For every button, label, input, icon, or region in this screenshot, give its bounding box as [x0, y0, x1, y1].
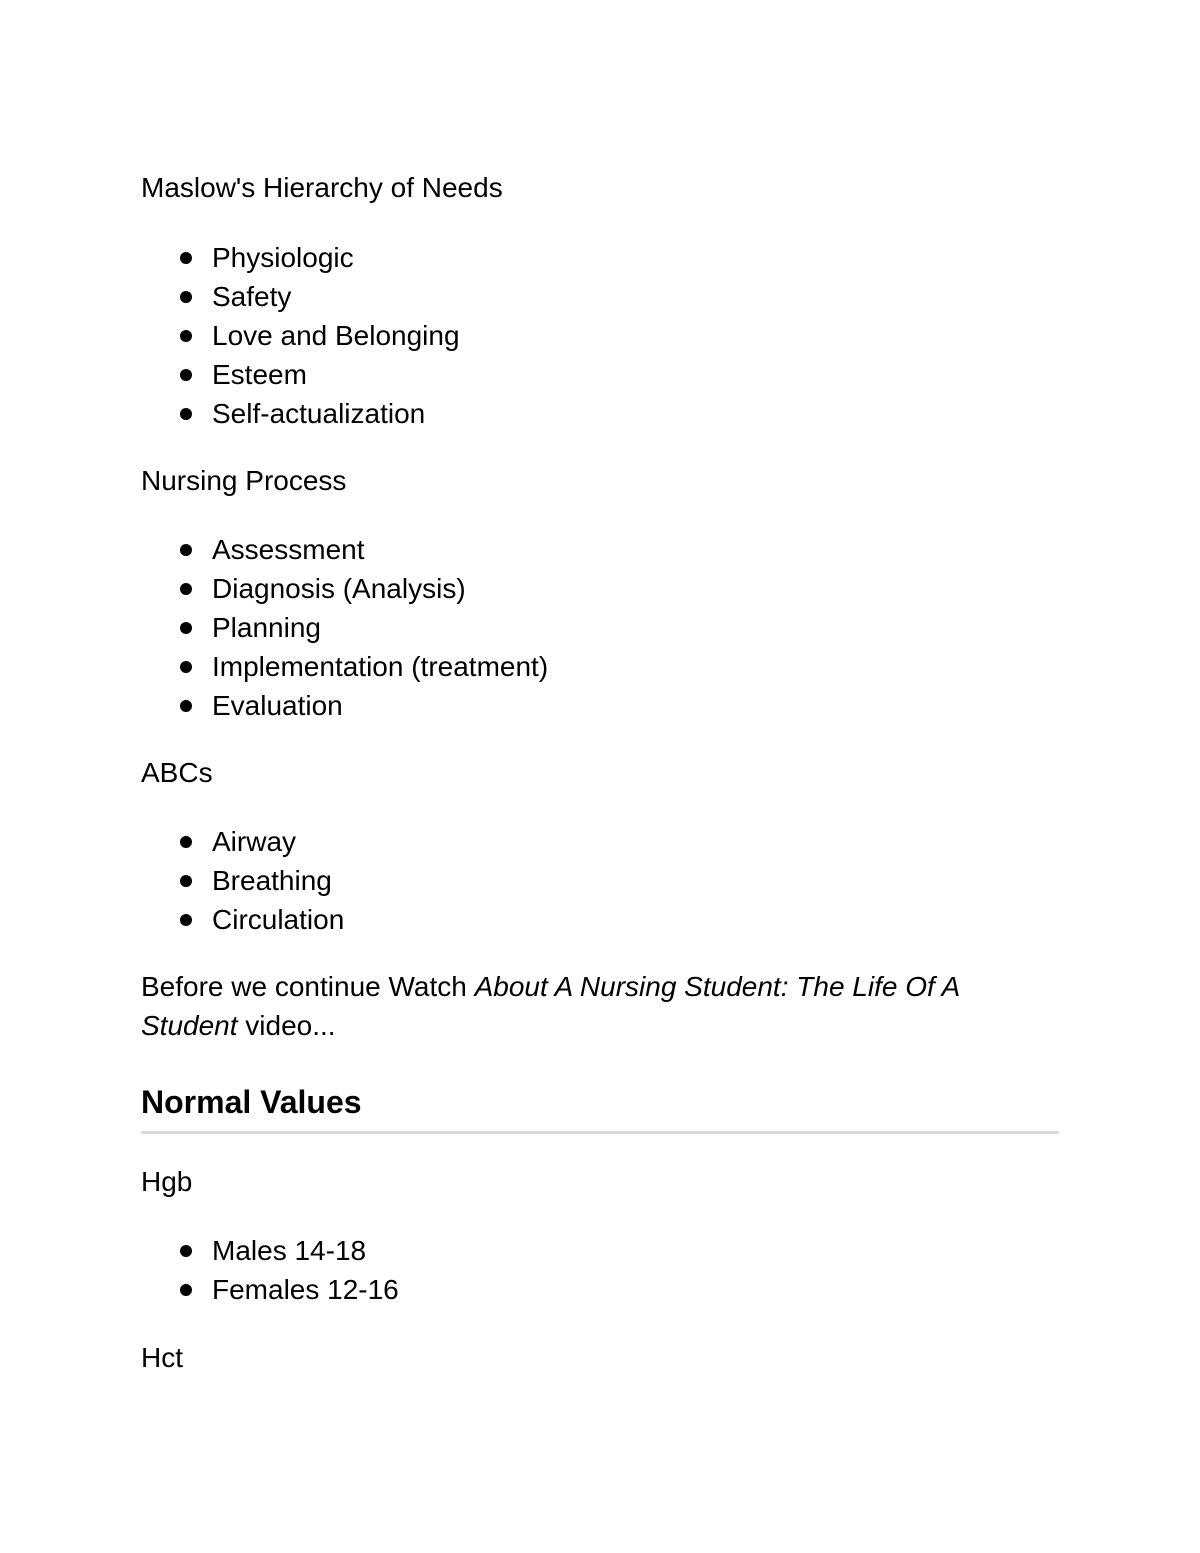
bullet-icon [180, 836, 192, 848]
bullet-icon [180, 408, 192, 420]
list-item: Diagnosis (Analysis) [141, 569, 548, 608]
list-item: Esteem [141, 355, 460, 394]
list-item: Implementation (treatment) [141, 647, 548, 686]
maslow-list [141, 238, 460, 433]
list-item: Circulation [141, 900, 344, 939]
bullet-icon [180, 330, 192, 342]
video-title: About A Nursing Student: The Life Of A Student [141, 971, 960, 1041]
video-note-suffix: video... [237, 1010, 336, 1041]
abcs-title: ABCs [141, 757, 213, 788]
nursing-process-list [141, 530, 548, 725]
list-item: Females 12-16 [141, 1270, 399, 1309]
list-item: Airway [141, 822, 344, 861]
list-item: Assessment [141, 530, 548, 569]
bullet-icon [180, 544, 192, 556]
bullet-icon [180, 291, 192, 303]
bullet-icon [180, 914, 192, 926]
bullet-icon [180, 875, 192, 887]
hct-title: Hct [141, 1342, 183, 1373]
hgb-list [141, 1231, 399, 1309]
hgb-title: Hgb [141, 1166, 193, 1197]
bullet-icon [180, 661, 192, 673]
list-item: Safety [141, 277, 460, 316]
bullet-icon [180, 700, 192, 712]
list-item: Self-actualization [141, 394, 460, 433]
bullet-icon [180, 1245, 192, 1257]
bullet-icon [180, 583, 192, 595]
bullet-icon [180, 369, 192, 381]
heading-divider [141, 1131, 1059, 1134]
list-item: Breathing [141, 861, 344, 900]
video-note [141, 967, 1041, 1045]
maslow-title: Maslow's Hierarchy of Needs [141, 172, 503, 203]
list-item: Evaluation [141, 686, 548, 725]
bullet-icon [180, 252, 192, 264]
bullet-icon [180, 1284, 192, 1296]
video-note-prefix: Before we continue Watch [141, 971, 475, 1002]
nursing-process-title: Nursing Process [141, 465, 347, 496]
list-item: Physiologic [141, 238, 460, 277]
normal-values-heading: Normal Values [141, 1084, 362, 1120]
list-item: Love and Belonging [141, 316, 460, 355]
bullet-icon [180, 622, 192, 634]
list-item: Planning [141, 608, 548, 647]
abcs-list [141, 822, 344, 939]
list-item: Males 14-18 [141, 1231, 399, 1270]
